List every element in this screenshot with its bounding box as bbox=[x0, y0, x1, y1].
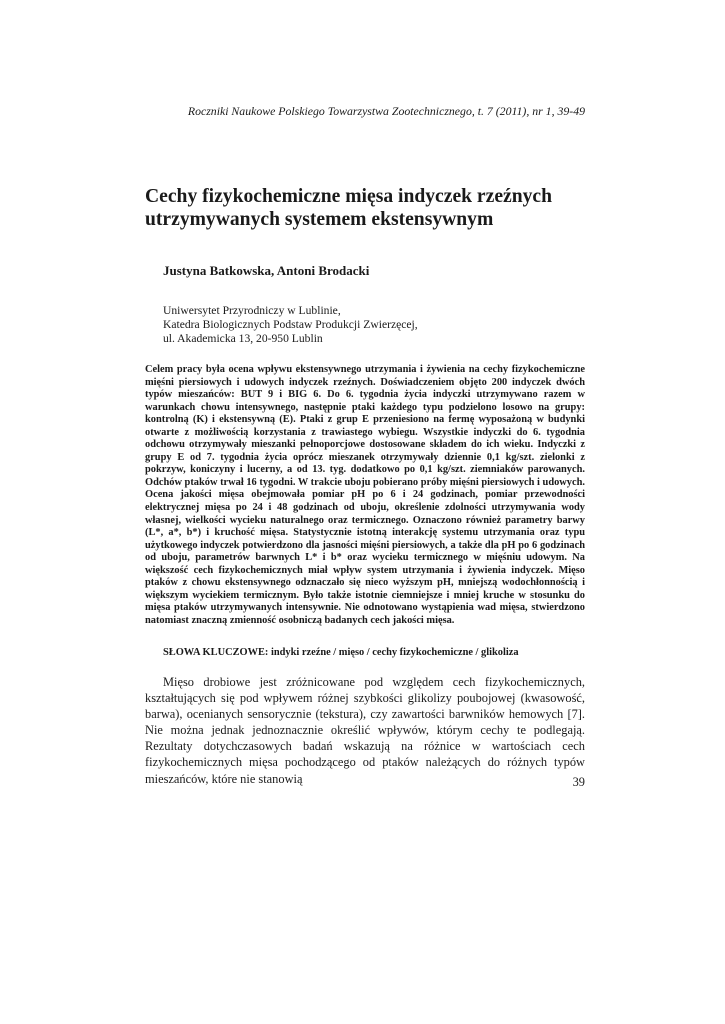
affiliation-line-3: ul. Akademicka 13, 20-950 Lublin bbox=[163, 332, 323, 345]
affiliation-line-2: Katedra Biologicznych Podstaw Produkcji Zwierzęcej, bbox=[163, 318, 418, 331]
authors: Justyna Batkowska, Antoni Brodacki bbox=[163, 263, 370, 278]
affiliation bbox=[163, 304, 418, 346]
body-paragraph: Mięso drobiowe jest zróżnicowane pod względem cech fizykochemicznych, kształtujących się pod wpływem różnej szybkości glikolizy poubojowej (kwasowość, barwa), ocenianych sensorycznie (tekstura), czy zawartości barwników hemowych [7]. Nie można jednak jednoznacznie określić wpływów, którym cechy te podlegają. Rezultaty dotychczasowych badań wskazują na różnice w wartościach cech fizykochemicznych mięsa pochodzącego od ptaków należących do różnych typów mieszańców, które nie stanowią bbox=[145, 675, 585, 786]
journal-citation: Roczniki Naukowe Polskiego Towarzystwa Zootechnicznego, t. 7 (2011), nr 1, 39-49 bbox=[187, 104, 585, 118]
article-title bbox=[145, 185, 585, 231]
keywords: SŁOWA KLUCZOWE: indyki rzeźne / mięso / cechy fizykochemiczne / glikoliza bbox=[163, 647, 519, 658]
affiliation-line-1: Uniwersytet Przyrodniczy w Lublinie, bbox=[163, 304, 341, 317]
title-line-2: utrzymywanych systemem ekstensywnym bbox=[145, 209, 494, 230]
page-number: 39 bbox=[572, 775, 585, 789]
abstract: Celem pracy była ocena wpływu ekstensywnego utrzymania i żywienia na cechy fizykochemiczne mięśni piersiowych i udowych indyczek rzeźnych. Doświadczeniem objęto 200 indyczek dwóch typów mieszańców: BUT 9 i BIG 6. Do 6. tygodnia życia indyczki utrzymywano razem w warunkach chowu intensywnego, następnie ptaki każdego typu podzielono losowo na grupy: kontrolną (K) i ekstensywną (E). Ptaki z grup E przeniesiono na fermę wyposażoną w budynki otwarte z możliwością korzystania z trawiastego wybiegu. Wszystkie indyczki do 6. tygodnia odchowu otrzymywały mieszanki pełnoporcjowe dostosowane składem do ich wieku. Indyczki z grupy E od 7. tygodnia życia oprócz mieszanek otrzymywały dziennie 0,1 kg/szt. zielonki z pokrzyw, koniczyny i lucerny, a od 13. tyg. dodatkowo po 0,1 kg/szt. ziemniaków parowanych. Odchów ptaków trwał 16 tygodni. W trakcie uboju pobierano próby mięśni piersiowych i udowych. Ocena jakości mięsa obejmowała pomiar pH po 6 i 24 godzinach, pomiar przewodności elektrycznej mięsa po 24 i 48 godzinach od uboju, określenie zdolności utrzymywania wody własnej, wielkości wycieku naturalnego oraz termicznego. Oznaczono również parametry barwy (L*, a*, b*) i kruchość mięsa. Statystycznie istotną interakcję systemu utrzymania oraz typu użytkowego indyczek potwierdzono dla jasności mięśni piersiowych, a także dla pH po 6 godzinach od uboju, parametrów barwnych L* i b* oraz wycieku termicznego w mięśniu udowym. Na większość cech fizykochemicznych miał wpływ system utrzymania i żywienia indyczek. Mięso ptaków z chowu ekstensywnego odznaczało się nieco wyższym pH, mniejszą wodochłonnością i większym wyciekiem termicznym. Było także istotnie ciemniejsze i mniej kruche w stosunku do mięsa ptaków utrzymywanych intensywnie. Nie odnotowano wystąpienia wad mięsa, stwierdzono natomiast znaczną zmienność osobniczą badanych cech jakości mięsa. bbox=[145, 364, 585, 626]
title-line-1: Cechy fizykochemiczne mięsa indyczek rzeźnych bbox=[145, 186, 553, 207]
